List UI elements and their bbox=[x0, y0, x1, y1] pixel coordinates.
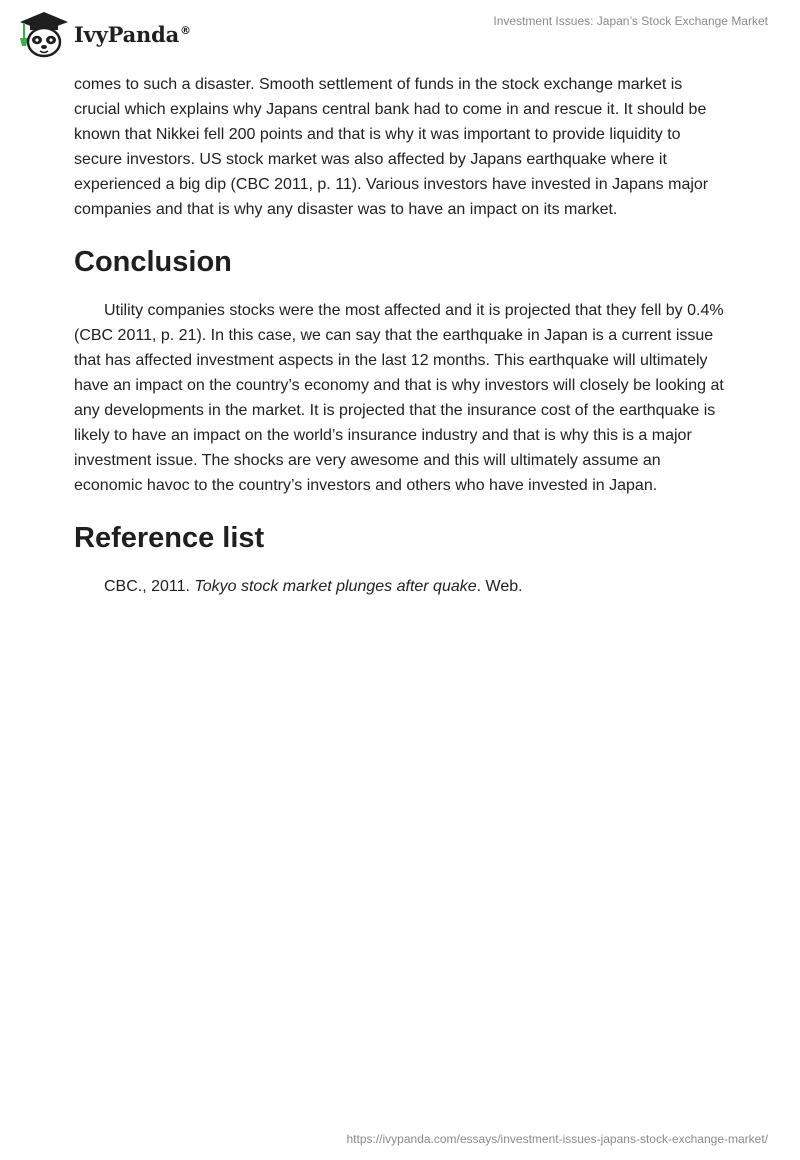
references-heading: Reference list bbox=[74, 522, 265, 554]
ivypanda-logo[interactable] bbox=[14, 8, 191, 58]
running-title: Investment Issues: Japan’s Stock Exchange Market bbox=[493, 14, 768, 28]
page-header bbox=[0, 0, 800, 70]
conclusion-paragraph: Utility companies stocks were the most affected and it is projected that they fell by 0.4% (CBC 2011, p. 21). In this case, we can say that the earthquake in Japan is a current issue that has affected investment aspects in the last 12 months. This earthquake will ultimately have an impact on the country’s economy and that is why investors will closely be looking at any developments in the market. It is projected that the insurance cost of the earthquake is likely to have an impact on the world’s insurance industry and that is why this is a major investment issue. The shocks are very awesome and this will ultimately assume an economic havoc to the country’s investors and others who have invested in Japan. bbox=[74, 302, 724, 494]
conclusion-heading: Conclusion bbox=[74, 246, 232, 278]
reference-prefix: CBC., 2011. bbox=[104, 578, 195, 595]
footer-url[interactable]: https://ivypanda.com/essays/investment-issues-japans-stock-exchange-market/ bbox=[346, 1132, 768, 1146]
intro-paragraph: comes to such a disaster. Smooth settlement of funds in the stock exchange market is crucial which explains why Japans central bank had to come in and rescue it. It should be known that Nikkei fell 200 points and that is why it was important to provide liquidity to secure investors. US stock market was also affected by Japans earthquake where it experienced a big dip (CBC 2011, p. 11). Various investors have invested in Japans major companies and that is why any disaster was to have an impact on its market. bbox=[74, 76, 709, 218]
reference-title: Tokyo stock market plunges after quake bbox=[194, 578, 477, 595]
panda-graduate-icon bbox=[14, 8, 70, 58]
logo-text: IvyPanda bbox=[74, 21, 180, 47]
reference-suffix: . Web. bbox=[476, 578, 523, 595]
registered-mark: ® bbox=[180, 23, 191, 37]
logo-wordmark bbox=[74, 22, 191, 47]
reference-item bbox=[74, 574, 726, 599]
essay-content bbox=[74, 72, 726, 599]
